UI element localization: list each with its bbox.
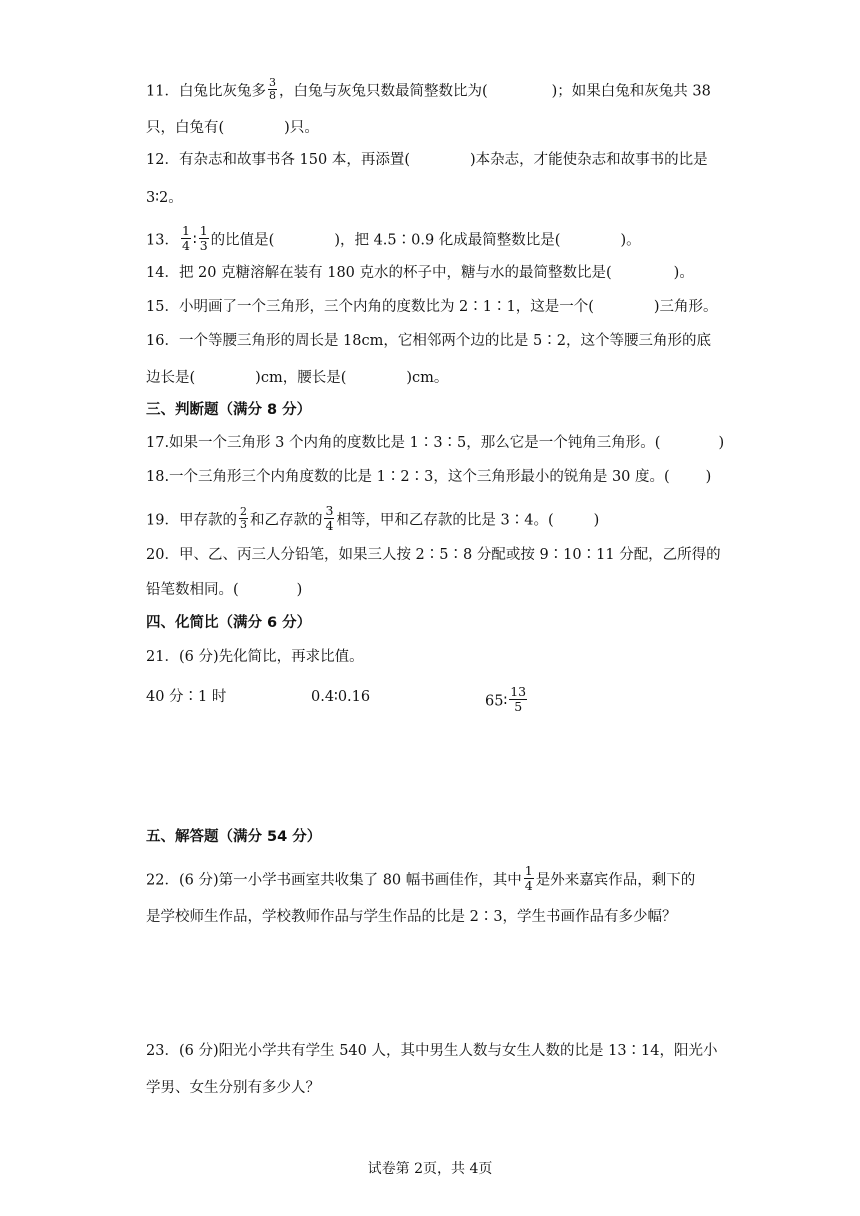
simplify-item-3: 65∶ $\frac{13}{5}$ [485, 684, 527, 714]
question-13: 13． $\frac{1}{4}$ ∶ $\frac{1}{3}$ 的比值是( )，把 4.5∶0.9 化成最简整数比是( )。 [146, 223, 641, 253]
question-20-line-2: 铅笔数相同。( ) [146, 582, 303, 598]
question-12-line-2: 3∶2。 [146, 190, 183, 206]
simplify-item-2: 0.4∶0.16 [311, 689, 371, 705]
question-21: 21．(6 分)先化简比，再求比值。 [146, 649, 364, 665]
fraction-13-5: $\frac{13}{5}$ [510, 684, 527, 714]
fraction-3-8: $\frac{3}{8}$ [268, 76, 276, 102]
question-20-line-1: 20．甲、乙、丙三人分铅笔，如果三人按 2∶5∶8 分配或按 9∶10∶11 分配，乙所得的 [146, 547, 721, 563]
question-22-line-2: 是学校师生作品，学校教师作品与学生作品的比是 2∶3，学生书画作品有多少幅？ [146, 909, 677, 925]
question-23-line-2: 学男、女生分别有多少人？ [146, 1080, 320, 1096]
question-11-line-1: 11．白兔比灰兔多 $\frac{3}{8}$ ，白兔与灰兔只数最简整数比为( )；如果白兔和灰兔共 38 [146, 76, 711, 102]
fraction-1-4: $\frac{1}{4}$ [524, 863, 533, 893]
fraction-3-4: $\frac{3}{4}$ [325, 503, 334, 533]
question-16-line-1: 16．一个等腰三角形的周长是 18cm，它相邻两个边的比是 5∶2，这个等腰三角形的底 [146, 333, 711, 349]
question-15: 15．小明画了一个三角形，三个内角的度数比为 2∶1∶1，这是一个( )三角形。 [146, 299, 718, 315]
question-16-line-2: 边长是( )cm，腰长是( )cm。 [146, 370, 449, 386]
section-3-heading: 三、判断题（满分 8 分） [146, 402, 312, 418]
question-22-line-1: 22．(6 分)第一小学书画室共收集了 80 幅书画佳作，其中 $\frac{1}{4}$ 是外来嘉宾作品，剩下的 [146, 863, 696, 893]
question-18: 18.一个三角形三个内角度数的比是 1∶2∶3，这个三角形最小的锐角是 30 度。( ) [146, 469, 712, 485]
question-17: 17.如果一个三角形 3 个内角的度数比是 1∶3∶5，那么它是一个钝角三角形。( ) [146, 435, 725, 451]
question-11-line-2: 只，白兔有( )只。 [146, 120, 319, 136]
fraction-1-4: $\frac{1}{4}$ [181, 223, 190, 253]
question-14: 14．把 20 克糖溶解在装有 180 克水的杯子中，糖与水的最简整数比是( )。 [146, 265, 694, 281]
simplify-item-1: 40 分∶1 时 [146, 689, 227, 705]
section-4-heading: 四、化简比（满分 6 分） [146, 615, 312, 631]
question-19: 19．甲存款的 $\frac{2}{3}$ 和乙存款的 $\frac{3}{4}$ 相等，甲和乙存款的比是 3∶4。( ) [146, 503, 600, 533]
section-5-heading: 五、解答题（满分 54 分） [146, 829, 322, 845]
fraction-1-3: $\frac{1}{3}$ [199, 223, 208, 253]
question-12-line-1: 12．有杂志和故事书各 150 本，再添置( )本杂志，才能使杂志和故事书的比是 [146, 152, 708, 168]
question-23-line-1: 23．(6 分)阳光小学共有学生 540 人，其中男生人数与女生人数的比是 13∶14，阳光小 [146, 1043, 718, 1059]
fraction-2-3: $\frac{2}{3}$ [239, 505, 247, 531]
page-footer: 试卷第 2页，共 4页 [367, 1161, 493, 1177]
